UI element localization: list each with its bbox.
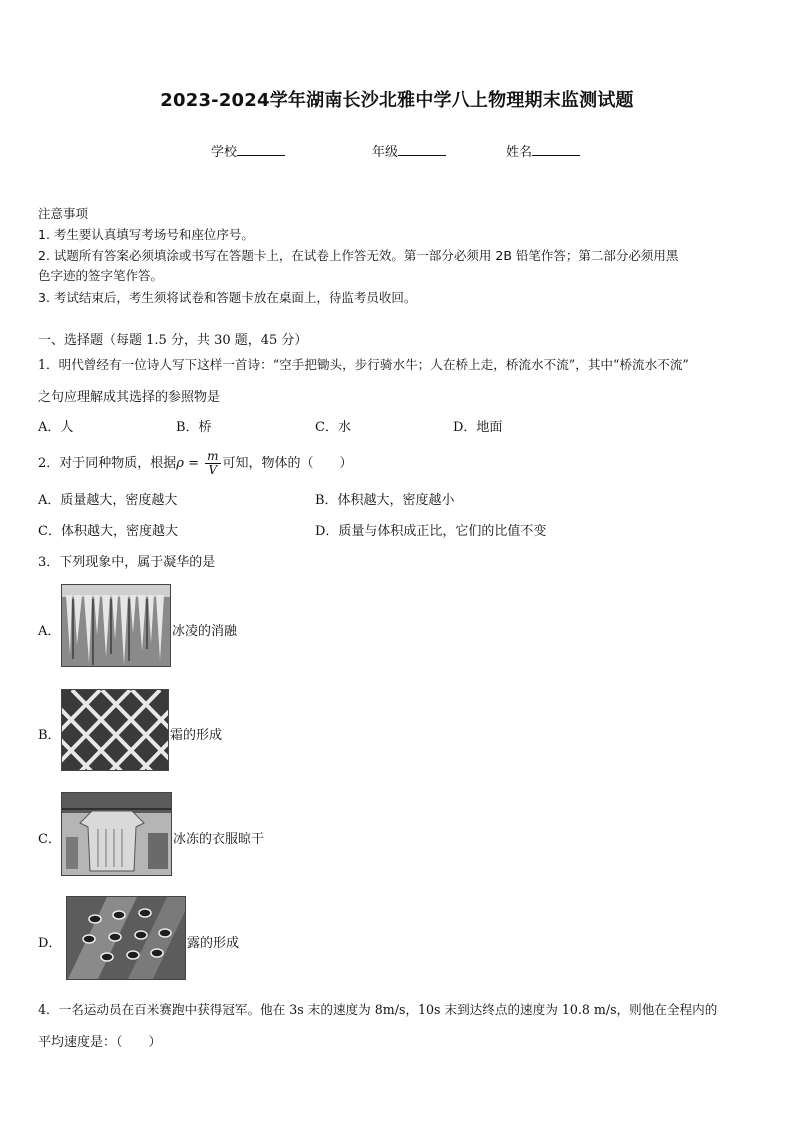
name-blank [532, 144, 580, 156]
school-field [211, 141, 285, 160]
icicle-photo [61, 584, 171, 667]
school-blank [237, 144, 285, 156]
section-heading: 一、选择题（每题 1.5 分，共 30 题，45 分） [38, 333, 308, 348]
q2-prefix: 2．对于同种物质，根据 [38, 456, 177, 471]
notes-heading: 注意事项 [38, 206, 89, 221]
frost-photo [61, 689, 169, 771]
q2-suffix: 可知，物体的（ ） [222, 456, 353, 471]
school-label: 学校 [211, 145, 238, 160]
q2-option-b: B．体积越大，密度越小 [315, 493, 455, 508]
note-item: 3. 考试结束后，考生须将试卷和答题卡放在桌面上，待监考员收回。 [38, 290, 417, 305]
q3-option-d-letter: D． [38, 936, 62, 951]
q1-stem-line1: 1．明代曾经有一位诗人写下这样一首诗：“空手把锄头，步行骑水牛；人在桥上走，桥流水不流”，其中“桥流水不流” [38, 357, 689, 372]
q4-stem-line2: 平均速度是：（ ） [38, 1035, 162, 1050]
q1-option-d: D．地面 [453, 420, 503, 435]
q3-option-a-letter: A． [38, 624, 61, 639]
q4-stem-line1: 4．一名运动员在百米赛跑中获得冠军。他在 3s 末的速度为 8m/s，10s 末到达终点的速度为 10.8 m/s，则他在全程内的 [38, 1002, 718, 1017]
name-label: 姓名 [506, 145, 533, 160]
density-fraction [205, 450, 220, 477]
q2-option-d: D．质量与体积成正比，它们的比值不变 [315, 524, 547, 539]
note-item: 2. 试题所有答案必须填涂或书写在答题卡上，在试卷上作答无效。第一部分必须用 2B 铅笔作答；第二部分必须用黑 [38, 248, 679, 263]
fraction-denominator: V [208, 463, 218, 477]
grade-blank [398, 144, 446, 156]
frozen-clothes-photo [61, 792, 172, 876]
note-item: 1. 考生要认真填写考场号和座位序号。 [38, 227, 254, 242]
q2-stem [38, 450, 353, 477]
dew-photo [66, 896, 186, 980]
q3-option-b-caption: 霜的形成 [170, 728, 223, 743]
q1-option-a: A．人 [38, 420, 74, 435]
q3-stem: 3．下列现象中，属于凝华的是 [38, 555, 216, 570]
q2-option-a: A．质量越大，密度越大 [38, 493, 178, 508]
q3-option-c-caption: 冰冻的衣服晾干 [173, 832, 265, 847]
page-title: 2023-2024学年湖南长沙北雅中学八上物理期末监测试题 [160, 90, 634, 111]
q2-option-c: C．体积越大，密度越大 [38, 524, 178, 539]
q3-option-c-letter: C． [38, 832, 61, 847]
q3-option-d-caption: 露的形成 [187, 936, 240, 951]
q3-option-b-letter: B． [38, 728, 61, 743]
rho-symbol: ρ [176, 456, 184, 471]
name-field [506, 141, 580, 160]
grade-field [372, 141, 446, 160]
grade-label: 年级 [372, 145, 399, 160]
q3-option-a-caption: 冰凌的消融 [172, 624, 238, 639]
q1-option-b: B．桥 [176, 420, 212, 435]
q1-stem-line2: 之句应理解成其选择的参照物是 [38, 390, 221, 405]
note-item: 色字迹的签字笔作答。 [38, 268, 164, 283]
q1-option-c: C．水 [315, 420, 351, 435]
equals-sign: = [183, 456, 204, 471]
fraction-numerator: m [207, 449, 219, 463]
